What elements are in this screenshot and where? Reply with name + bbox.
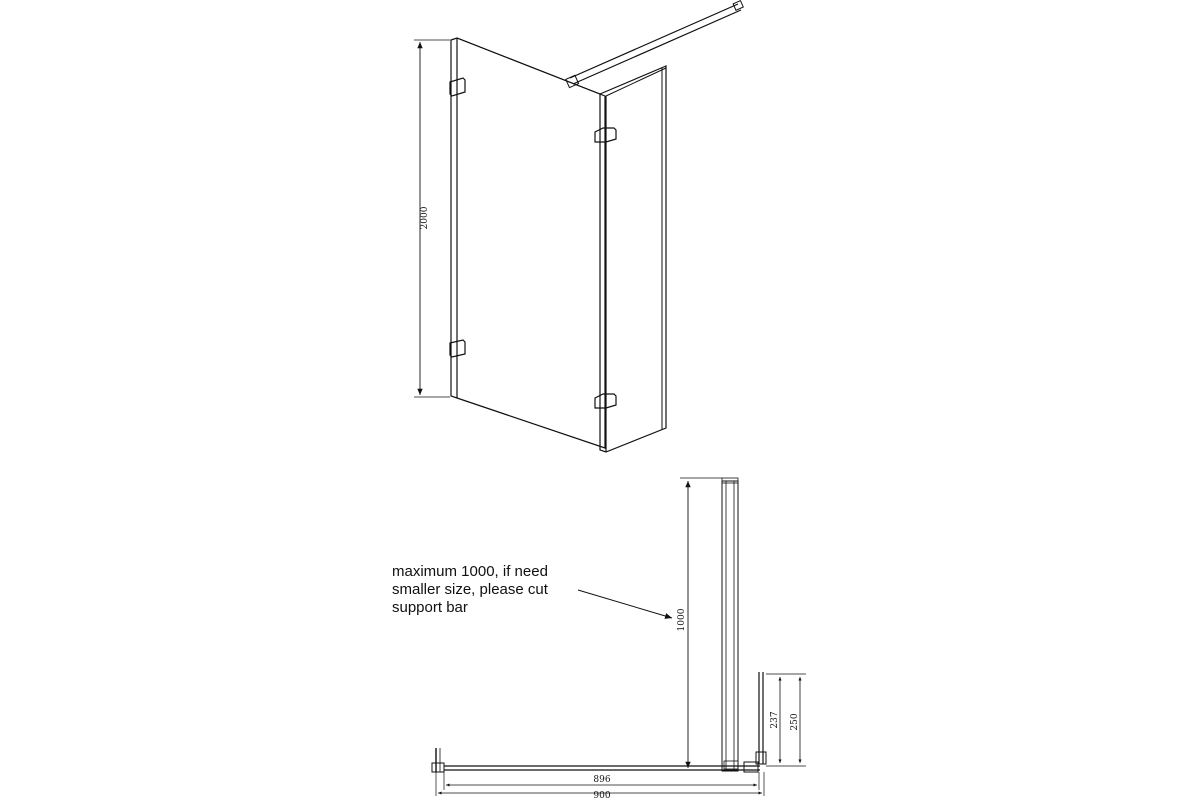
hinge-top [595, 128, 616, 142]
note-leader-arrow [578, 590, 672, 618]
note-line-3: support bar [392, 599, 468, 616]
height-dimension [414, 40, 450, 397]
plan-glass-panel [432, 748, 760, 772]
return-panel-dimension-inner-label: 237 [770, 711, 780, 729]
note-line-1: maximum 1000, if need [392, 563, 548, 580]
plan-view [392, 478, 806, 800]
inner-width-dimension-label: 896 [593, 775, 611, 785]
return-panel-dimensions [766, 674, 806, 766]
wall-support-bar [566, 1, 743, 88]
main-glass-panel [451, 38, 605, 448]
support-bar-note [392, 563, 672, 618]
overall-width-dimension-label: 900 [593, 791, 611, 800]
width-dimensions [436, 772, 764, 800]
support-bar-dimension-label: 1000 [677, 608, 687, 632]
note-line-2: smaller size, please cut [392, 581, 548, 598]
support-bar-dimension [677, 478, 722, 768]
hinge-bottom [595, 394, 616, 408]
return-panel-dimension-outer-label: 250 [790, 713, 800, 731]
height-dimension-label: 2000 [420, 206, 430, 230]
plan-support-bar [722, 478, 738, 771]
perspective-view [414, 1, 743, 452]
wall-bracket-bottom [450, 340, 465, 357]
plan-return-panel [756, 672, 766, 764]
wall-bracket-top [450, 78, 465, 96]
